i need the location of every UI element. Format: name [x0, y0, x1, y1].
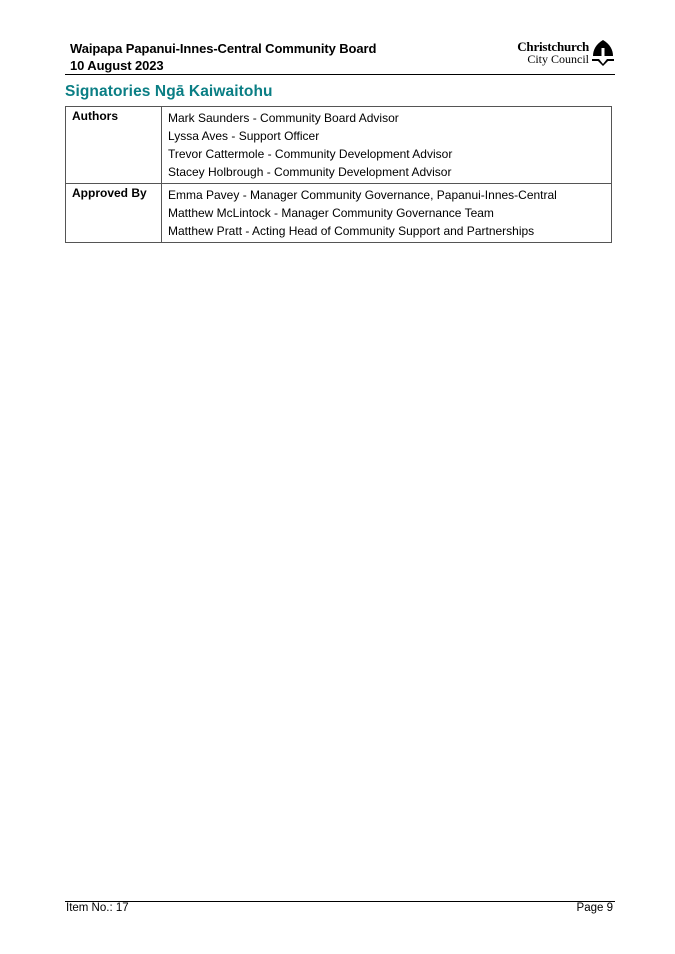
approver-entry: Matthew McLintock - Manager Community Governance Team	[168, 206, 494, 220]
authors-label: Authors	[66, 107, 162, 184]
author-entry: Lyssa Aves - Support Officer	[168, 129, 320, 143]
meeting-date: 10 August 2023	[70, 58, 164, 73]
approved-list	[162, 184, 612, 243]
board-name: Waipapa Papanui-Innes-Central Community Board	[70, 41, 377, 56]
header-divider	[65, 74, 615, 75]
item-number: Item No.: 17	[66, 902, 129, 914]
approved-label: Approved By	[66, 184, 162, 243]
signatories-table	[65, 106, 612, 243]
logo-line-2: City Council	[527, 52, 589, 66]
council-logo	[505, 40, 615, 70]
author-entry: Stacey Holbrough - Community Development Advisor	[168, 165, 452, 179]
authors-row	[66, 107, 612, 184]
authors-list	[162, 107, 612, 184]
section-title: Signatories Ngā Kaiwaitohu	[65, 83, 273, 100]
approved-row	[66, 184, 612, 243]
approver-entry: Matthew Pratt - Acting Head of Community Support and Partnerships	[168, 224, 535, 238]
logo-line-1: Christchurch	[517, 39, 589, 54]
approver-entry: Emma Pavey - Manager Community Governance, Papanui-Innes-Central	[168, 188, 557, 202]
cathedral-icon	[591, 40, 615, 66]
footer-divider	[65, 901, 615, 902]
page-header	[70, 40, 615, 75]
author-entry: Trevor Cattermole - Community Development Advisor	[168, 147, 453, 161]
page-number: Page 9	[576, 902, 613, 914]
author-entry: Mark Saunders - Community Board Advisor	[168, 111, 399, 125]
